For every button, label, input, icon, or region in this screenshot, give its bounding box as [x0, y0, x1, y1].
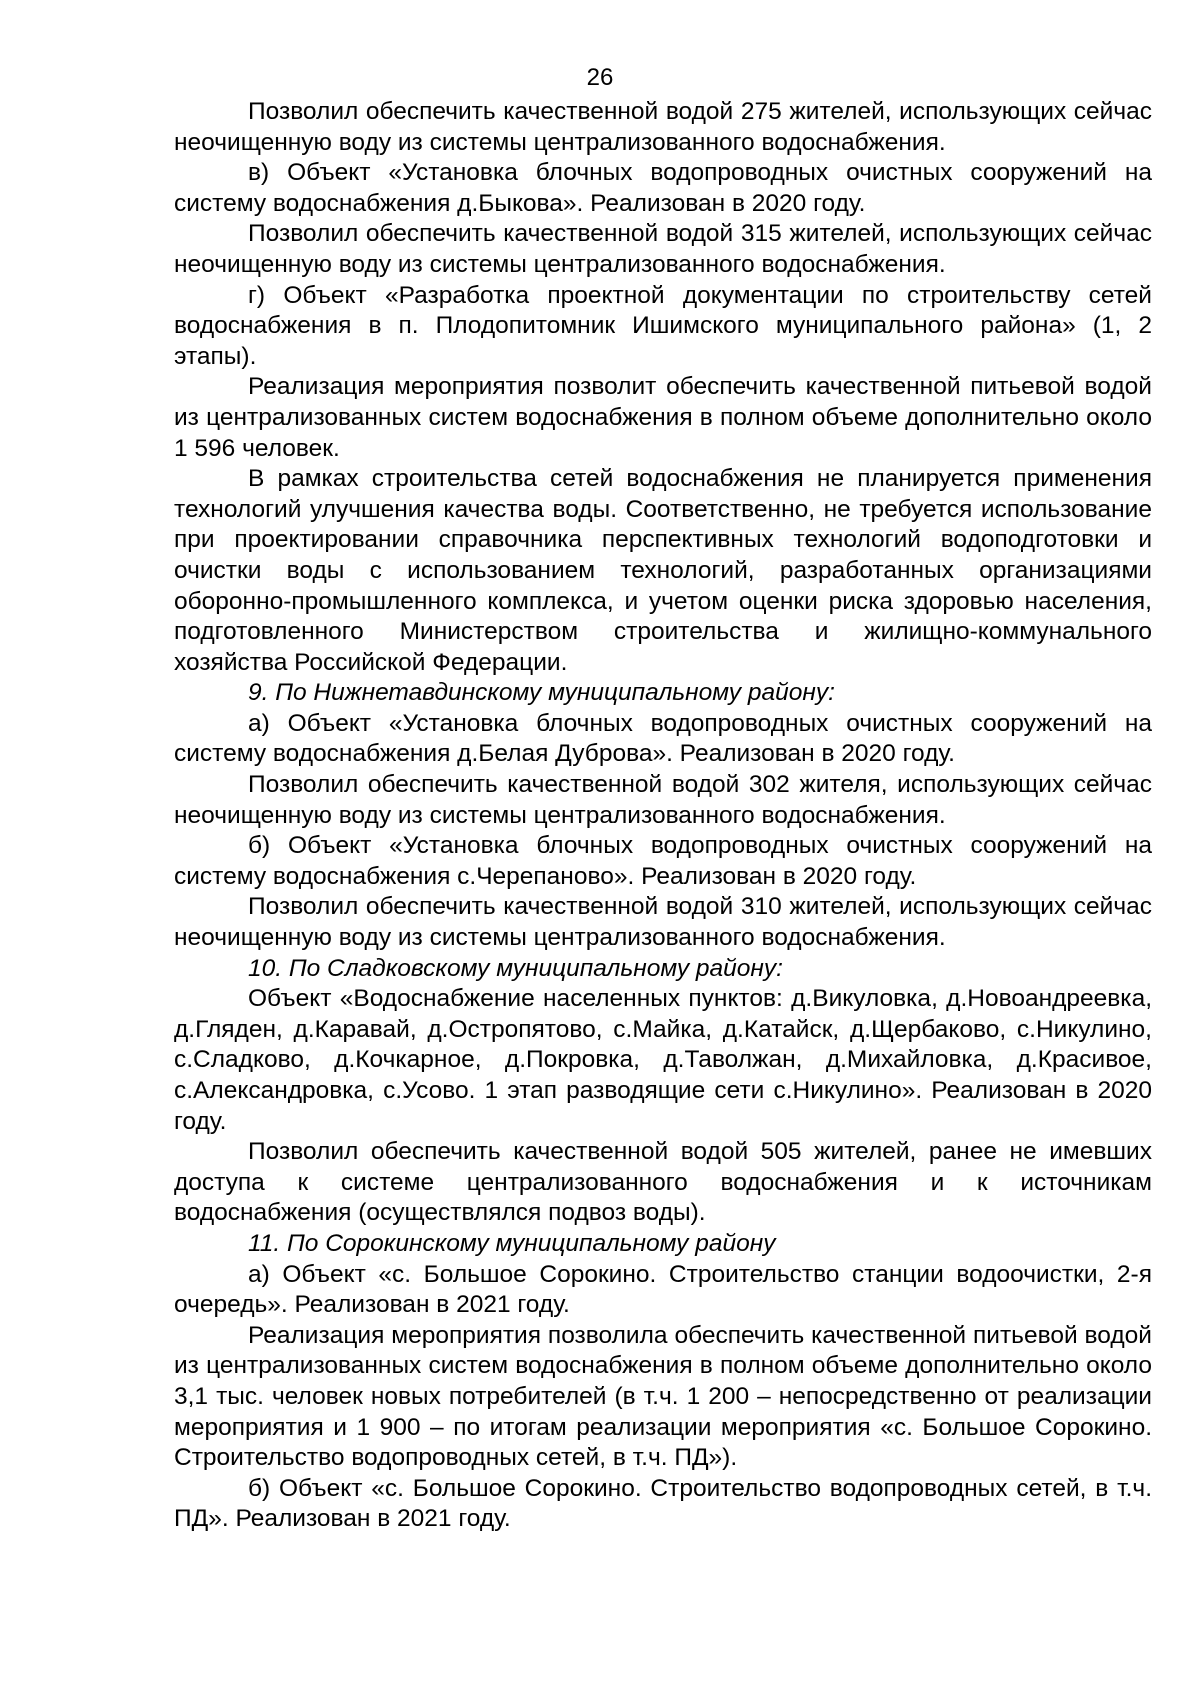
paragraph: г) Объект «Разработка проектной документации по строительству сетей водоснабжения в п. Плодопитомник Ишимского муниципального района» (1, 2 этапы).: [174, 281, 1152, 370]
paragraph: Позволил обеспечить качественной водой 315 жителей, использующих сейчас неочищенную воду из системы централизованного водоснабжения.: [174, 220, 1152, 278]
paragraph: в) Объект «Установка блочных водопроводных очистных сооружений на систему водоснабжения д.Быкова». Реализован в 2020 году.: [174, 159, 1152, 217]
paragraph: б) Объект «с. Большое Сорокино. Строительство водопроводных сетей, в т.ч. ПД». Реализован в 2021 году.: [174, 1474, 1152, 1533]
paragraph: Реализация мероприятия позволит обеспечить качественной питьевой водой из централизованных систем водоснабжения в полном объеме дополнительно около 1 596 человек.: [174, 373, 1152, 462]
paragraph: а) Объект «с. Большое Сорокино. Строительство станции водоочистки, 2-я очередь». Реализован в 2021 году.: [174, 1260, 1152, 1319]
section-heading: 9. По Нижнетавдинскому муниципальному району:: [248, 679, 835, 707]
paragraph: Позволил обеспечить качественной водой 302 жителя, использующих сейчас неочищенную воду из системы централизованного водоснабжения.: [174, 771, 1152, 829]
paragraph: Объект «Водоснабжение населенных пунктов: д.Викуловка, д.Новоандреевка, д.Гляден, д.Каравай, д.Остропятово, с.Майка, д.Катайск, д.Щербаково, с.Никулино, с.Сладково, д.Кочкарное, д.Покровка, д.Таволжан, д.Михайловка, д.Красивое, с.Александровка, с.Усово. 1 этап разводящие сети с.Никулино». Реализован в 2020 году.: [174, 985, 1152, 1135]
paragraph: а) Объект «Установка блочных водопроводных очистных сооружений на систему водоснабжения д.Белая Дуброва». Реализован в 2020 году.: [174, 709, 1152, 768]
paragraph: Позволил обеспечить качественной водой 310 жителей, использующих сейчас неочищенную воду из системы централизованного водоснабжения.: [174, 893, 1152, 952]
paragraph: Позволил обеспечить качественной водой 505 жителей, ранее не имевших доступа к системе централизованного водоснабжения и к источникам водоснабжения (осуществлялся подвоз воды).: [174, 1138, 1152, 1227]
page-number: 26: [586, 64, 614, 91]
document-body: [174, 97, 1152, 1535]
section-heading: 11. По Сорокинскому муниципальному району: [248, 1229, 776, 1257]
paragraph: В рамках строительства сетей водоснабжения не планируется применения технологий улучшения качества воды. Соответственно, не требуется использование при проектировании справочника перспективных технологий водоподготовки и очистки воды с использованием технологий, разработанных организациями оборонно-промышленного комплекса, и учетом оценки риска здоровью населения, подготовленного Министерством строительства и жилищно-коммунального хозяйства Российской Федерации.: [174, 465, 1152, 676]
paragraph: б) Объект «Установка блочных водопроводных очистных сооружений на систему водоснабжения с.Черепаново». Реализован в 2020 году.: [174, 832, 1152, 890]
section-heading: 10. По Сладковскому муниципальному району:: [248, 954, 783, 982]
paragraph: Позволил обеспечить качественной водой 275 жителей, использующих сейчас неочищенную воду из системы централизованного водоснабжения.: [174, 98, 1152, 156]
paragraph: Реализация мероприятия позволила обеспечить качественной питьевой водой из централизованных систем водоснабжения в полном объеме дополнительно около 3,1 тыс. человек новых потребителей (в т.ч. 1 200 – непосредственно от реализации мероприятия и 1 900 – по итогам реализации мероприятия «с. Большое Сорокино. Строительство водопроводных сетей, в т.ч. ПД»).: [174, 1321, 1152, 1472]
